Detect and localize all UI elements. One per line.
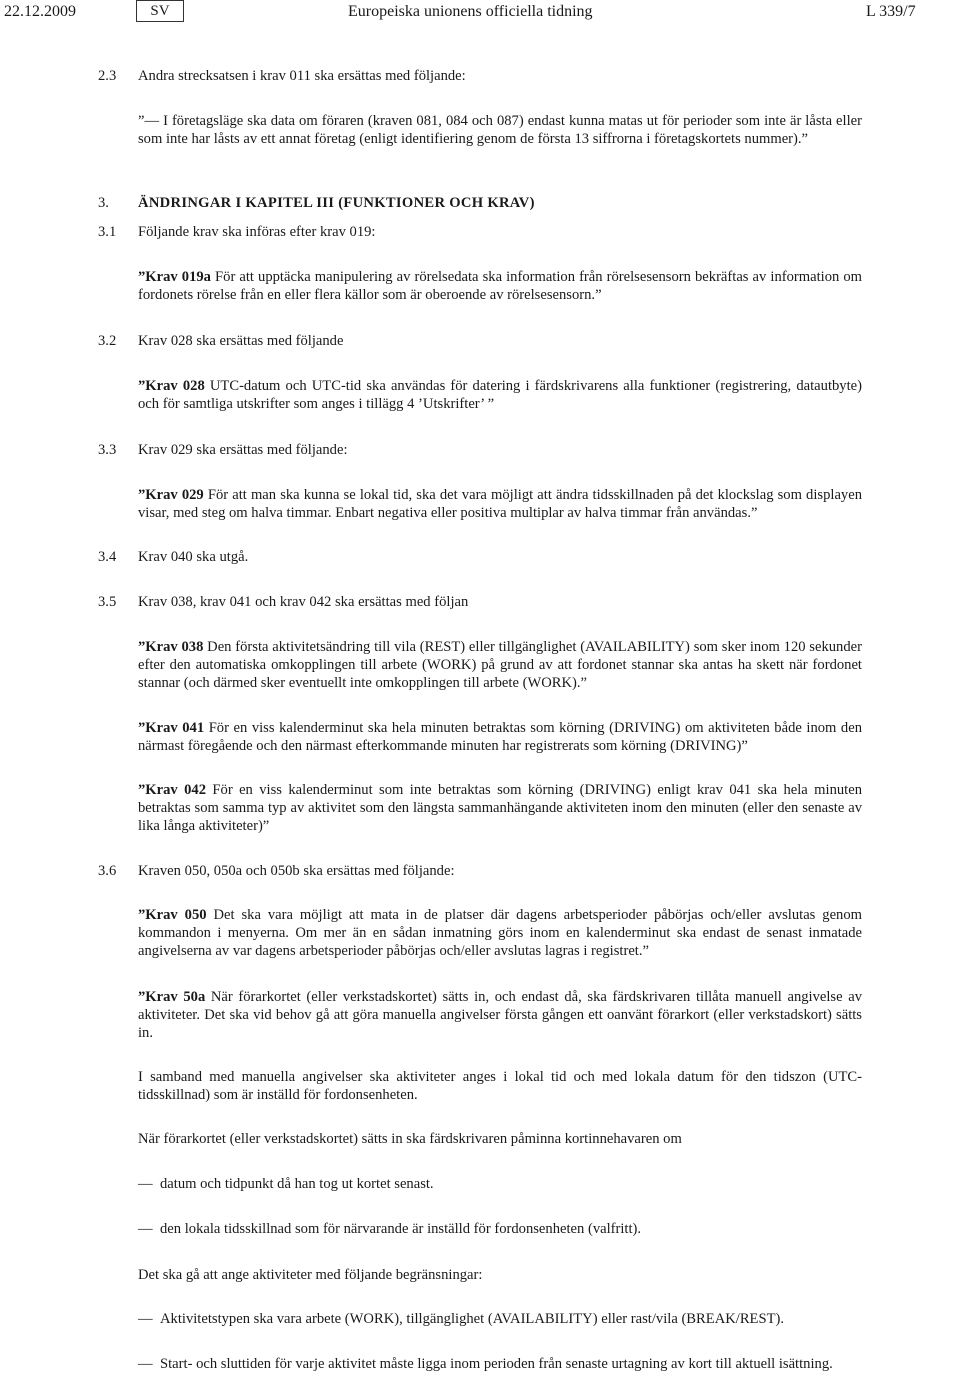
krav-029-paragraph [138, 486, 862, 522]
limits-paragraph: Det ska gå att ange aktiviteter med följande begränsningar: [138, 1267, 483, 1283]
section-3-6-number: 3.6 [98, 863, 117, 879]
list-dash: — [138, 1356, 153, 1372]
krav-50a-text: När förarkortet (eller verkstadskortet) sätts in, och endast då, ska färdskrivaren tillåta manuell angivelse av aktiviteter. Det ska vid behov gå att göra manuella angivelser första gången ett oanvänt förarkort (eller verkstadskort) sätts in. [138, 989, 862, 1041]
section-3-number: 3. [98, 195, 109, 211]
section-3-2-intro: Krav 028 ska ersättas med följande [138, 333, 344, 349]
krav-038-text: Den första aktivitetsändring till vila (REST) eller tillgänglighet (AVAILABILITY) som sker inom 120 sekunder efter den automatiska omkopplingen till arbete (WORK) på grund av att fordonet stannar ska antas ha skett när fordonet stannar (och därmed sker eventuellt inte omkopplingen till arbete (WORK).” [138, 639, 862, 691]
list-item: Aktivitetstypen ska vara arbete (WORK), tillgänglighet (AVAILABILITY) eller rast/vila (BREAK/REST). [160, 1311, 785, 1327]
section-3-4-intro: Krav 040 ska utgå. [138, 549, 249, 565]
krav-041-paragraph [138, 719, 862, 755]
krav-50a-paragraph [138, 988, 862, 1042]
krav-041-text: För en viss kalenderminut ska hela minuten betraktas som körning (DRIVING) om aktiviteten både inom den närmast föregående och den närmast efterkommande minuten har registrerats som körning (DRIVING)” [138, 720, 862, 754]
list-item: datum och tidpunkt då han tog ut kortet senast. [160, 1176, 434, 1192]
section-2-3-number: 2.3 [98, 68, 117, 84]
krav-50a-label: ”Krav 50a [138, 989, 206, 1005]
list-dash: — [138, 1311, 153, 1327]
krav-042-label: ”Krav 042 [138, 782, 207, 798]
local-time-paragraph: I samband med manuella angivelser ska aktiviteter anges i lokal tid och med lokala datum för den tidszon (UTC-tidsskillnad) som är inställd för fordonsenheten. [138, 1069, 862, 1103]
section-3-3-intro: Krav 029 ska ersättas med följande: [138, 442, 348, 458]
language-badge: SV [136, 0, 184, 22]
section-3-5-intro: Krav 038, krav 041 och krav 042 ska ersättas med följan [138, 594, 469, 610]
krav-050-label: ”Krav 050 [138, 907, 207, 923]
section-3-heading: ÄNDRINGAR I KAPITEL III (FUNKTIONER OCH KRAV) [138, 195, 535, 211]
krav-042-text: För en viss kalenderminut som inte betraktas som körning (DRIVING) enligt krav 041 ska hela minuten betraktas som samma typ av aktivitet som den längsta sammanhängande aktiviteten inom den minuten (eller den senaste av lika långa aktiviteter)” [138, 782, 862, 834]
list-dash: — [138, 1221, 153, 1237]
krav-041-label: ”Krav 041 [138, 720, 205, 736]
krav-038-paragraph [138, 638, 862, 692]
section-3-5-number: 3.5 [98, 594, 117, 610]
krav-028-paragraph [138, 377, 862, 413]
krav-019a-label: ”Krav 019a [138, 269, 211, 285]
journal-title: Europeiska unionens officiella tidning [348, 3, 593, 20]
section-2-3-quote: ”— I företagsläge ska data om föraren (kraven 081, 084 och 087) endast kunna matas ut för perioder som inte är låsta eller som inte har låsts av ett annat företag (enligt identifiering genom de första 13 siffrorna i företagskortets nummer).” [138, 113, 862, 147]
section-3-3-number: 3.3 [98, 442, 117, 458]
section-3-6-intro: Kraven 050, 050a och 050b ska ersättas med följande: [138, 863, 455, 879]
krav-028-label: ”Krav 028 [138, 378, 205, 394]
section-3-1-number: 3.1 [98, 224, 117, 240]
section-3-1-intro: Följande krav ska införas efter krav 019: [138, 224, 376, 240]
section-2-3-intro: Andra strecksatsen i krav 011 ska ersättas med följande: [138, 68, 466, 84]
journal-date: 22.12.2009 [4, 3, 76, 20]
list-dash: — [138, 1176, 153, 1192]
krav-029-label: ”Krav 029 [138, 487, 204, 503]
krav-042-paragraph [138, 781, 862, 835]
krav-028-text: UTC-datum och UTC-tid ska användas för datering i färdskrivarens alla funktioner (registrering, datautbyte) och för samtliga utskrifter som anges i tillägg 4 ’Utskrifter’ ” [138, 378, 862, 412]
krav-019a-paragraph [138, 268, 862, 304]
page-number: L 339/7 [866, 3, 916, 20]
krav-019a-text: För att upptäcka manipulering av rörelsedata ska information från rörelsesensorn bekräftas av information om fordonets rörelse från en eller flera källor som är oberoende av rörelsesensorn.” [138, 269, 863, 303]
krav-038-label: ”Krav 038 [138, 639, 204, 655]
list-item: Start- och sluttiden för varje aktivitet måste ligga inom perioden från senaste urtagning av kort till aktuell isättning. [160, 1356, 833, 1372]
krav-050-text: Det ska vara möjligt att mata in de platser där dagens arbetsperioder påbörjas och/eller avslutas genom kommandon i menyerna. Om mer än en sådan inmatning görs inom en kalenderminut ska endast de senast inmatade angivelserna av var dagens arbetsperioder påbörjas och/eller avslutas lagras i registret.” [138, 907, 862, 959]
krav-050-paragraph [138, 906, 862, 960]
card-reminder-paragraph: När förarkortet (eller verkstadskortet) sätts in ska färdskrivaren påminna kortinnehavaren om [138, 1131, 682, 1147]
krav-029-text: För att man ska kunna se lokal tid, ska det vara möjligt att ändra tidsskillnaden på det klockslag som displayen visar, med steg om halva timmar. Enbart negativa eller positiva multiplar av halva timmar från användas.” [138, 487, 862, 521]
section-3-4-number: 3.4 [98, 549, 117, 565]
list-item: den lokala tidsskillnad som för närvarande är inställd för fordonsenheten (valfritt). [160, 1221, 642, 1237]
section-3-2-number: 3.2 [98, 333, 117, 349]
